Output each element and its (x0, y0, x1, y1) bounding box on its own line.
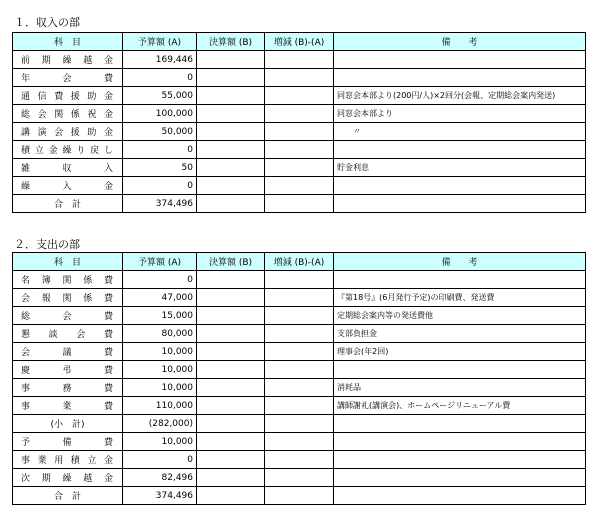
row-item-label: (小 計) (13, 415, 123, 433)
row-note: 理事会(年2回) (334, 343, 586, 361)
income-table (12, 32, 586, 213)
expense-section-title: ２．支出の部 (14, 238, 80, 251)
table-row (13, 379, 586, 397)
row-note: 消耗品 (334, 379, 586, 397)
row-budget-amount: 169,446 (123, 51, 197, 69)
row-item-label: 事 務 費 (13, 379, 123, 397)
row-diff-amount (265, 451, 334, 469)
total-actual-amount (197, 195, 265, 213)
row-note (334, 433, 586, 451)
total-diff-amount (265, 487, 334, 505)
table-row (13, 415, 586, 433)
row-item-label: 慶 弔 費 (13, 361, 123, 379)
total-row (13, 195, 586, 213)
row-actual-amount (197, 271, 265, 289)
row-diff-amount (265, 361, 334, 379)
row-note: 『第18号』(6月発行予定)の印刷費、発送費 (334, 289, 586, 307)
row-actual-amount (197, 361, 265, 379)
row-diff-amount (265, 177, 334, 195)
income-header-diff: 増減 (B)-(A) (265, 33, 334, 51)
row-actual-amount (197, 289, 265, 307)
row-diff-amount (265, 433, 334, 451)
total-budget-amount: 374,496 (123, 487, 197, 505)
row-diff-amount (265, 141, 334, 159)
row-item-label: 事業用積立金 (13, 451, 123, 469)
row-diff-amount (265, 343, 334, 361)
total-label: 合 計 (13, 195, 123, 213)
table-row (13, 159, 586, 177)
row-actual-amount (197, 451, 265, 469)
expense-header-item: 科 目 (13, 253, 123, 271)
row-note (334, 141, 586, 159)
row-note (334, 469, 586, 487)
row-budget-amount: 55,000 (123, 87, 197, 105)
row-actual-amount (197, 415, 265, 433)
table-row (13, 325, 586, 343)
row-budget-amount: 0 (123, 451, 197, 469)
income-header-actual: 決算額 (B) (197, 33, 265, 51)
row-item-label: 予 備 費 (13, 433, 123, 451)
row-budget-amount: 15,000 (123, 307, 197, 325)
row-diff-amount (265, 123, 334, 141)
row-actual-amount (197, 105, 265, 123)
row-diff-amount (265, 325, 334, 343)
table-row (13, 123, 586, 141)
row-item-label: 会報関係費 (13, 289, 123, 307)
total-actual-amount (197, 487, 265, 505)
row-item-label: 事 業 費 (13, 397, 123, 415)
row-note (334, 51, 586, 69)
row-budget-amount: 80,000 (123, 325, 197, 343)
total-budget-amount: 374,496 (123, 195, 197, 213)
table-row (13, 433, 586, 451)
row-budget-amount: 0 (123, 271, 197, 289)
row-actual-amount (197, 307, 265, 325)
total-row (13, 487, 586, 505)
row-diff-amount (265, 69, 334, 87)
row-item-label: 積立金繰り戻し (13, 141, 123, 159)
total-note (334, 195, 586, 213)
row-item-label: 講演会援助金 (13, 123, 123, 141)
total-diff-amount (265, 195, 334, 213)
row-actual-amount (197, 87, 265, 105)
row-diff-amount (265, 397, 334, 415)
row-item-label: 通信費援助金 (13, 87, 123, 105)
row-diff-amount (265, 159, 334, 177)
income-header-note: 備 考 (334, 33, 586, 51)
table-row (13, 469, 586, 487)
table-row (13, 397, 586, 415)
table-row (13, 451, 586, 469)
row-item-label: 繰 入 金 (13, 177, 123, 195)
row-note (334, 451, 586, 469)
row-note: 貯金利息 (334, 159, 586, 177)
row-diff-amount (265, 105, 334, 123)
row-budget-amount: 10,000 (123, 433, 197, 451)
row-budget-amount: 100,000 (123, 105, 197, 123)
row-item-label: 会 議 費 (13, 343, 123, 361)
total-note (334, 487, 586, 505)
row-diff-amount (265, 469, 334, 487)
row-note (334, 177, 586, 195)
expense-header-budget: 予算額 (A) (123, 253, 197, 271)
row-diff-amount (265, 307, 334, 325)
row-actual-amount (197, 469, 265, 487)
row-diff-amount (265, 379, 334, 397)
table-row (13, 289, 586, 307)
row-item-label: 総会関係祝金 (13, 105, 123, 123)
row-note (334, 69, 586, 87)
row-actual-amount (197, 343, 265, 361)
row-item-label: 懇 談 会 費 (13, 325, 123, 343)
row-budget-amount: (282,000) (123, 415, 197, 433)
expense-header-actual: 決算額 (B) (197, 253, 265, 271)
row-budget-amount: 82,496 (123, 469, 197, 487)
income-header-row (13, 33, 586, 51)
row-budget-amount: 10,000 (123, 379, 197, 397)
row-actual-amount (197, 123, 265, 141)
row-actual-amount (197, 433, 265, 451)
row-diff-amount (265, 289, 334, 307)
row-note: 講師謝礼(講演会)、ホームページリニューアル費 (334, 397, 586, 415)
row-note: 〃 (334, 123, 586, 141)
income-header-budget: 予算額 (A) (123, 33, 197, 51)
row-note (334, 271, 586, 289)
row-actual-amount (197, 141, 265, 159)
table-row (13, 105, 586, 123)
row-note (334, 415, 586, 433)
expense-table (12, 252, 586, 505)
row-budget-amount: 10,000 (123, 343, 197, 361)
row-budget-amount: 47,000 (123, 289, 197, 307)
table-row (13, 69, 586, 87)
table-row (13, 271, 586, 289)
row-diff-amount (265, 87, 334, 105)
income-section-title: １．収入の部 (14, 16, 80, 29)
table-row (13, 87, 586, 105)
row-item-label: 総 会 費 (13, 307, 123, 325)
row-budget-amount: 0 (123, 69, 197, 87)
table-row (13, 177, 586, 195)
row-diff-amount (265, 51, 334, 69)
expense-header-diff: 増減 (B)-(A) (265, 253, 334, 271)
row-diff-amount (265, 415, 334, 433)
row-actual-amount (197, 69, 265, 87)
row-actual-amount (197, 325, 265, 343)
row-note: 支部負担金 (334, 325, 586, 343)
row-budget-amount: 50 (123, 159, 197, 177)
row-item-label: 雑 収 入 (13, 159, 123, 177)
table-row (13, 343, 586, 361)
row-item-label: 年 会 費 (13, 69, 123, 87)
table-row (13, 307, 586, 325)
row-actual-amount (197, 379, 265, 397)
row-budget-amount: 0 (123, 177, 197, 195)
total-label: 合 計 (13, 487, 123, 505)
expense-header-row (13, 253, 586, 271)
row-actual-amount (197, 177, 265, 195)
row-budget-amount: 10,000 (123, 361, 197, 379)
row-budget-amount: 0 (123, 141, 197, 159)
row-note (334, 361, 586, 379)
row-note: 同窓会本部より(200円/人)×2回分(会報、定期総会案内発送) (334, 87, 586, 105)
table-row (13, 51, 586, 69)
row-note: 定期総会案内等の発送費他 (334, 307, 586, 325)
row-item-label: 次期繰越金 (13, 469, 123, 487)
row-diff-amount (265, 271, 334, 289)
table-row (13, 141, 586, 159)
row-actual-amount (197, 397, 265, 415)
row-budget-amount: 110,000 (123, 397, 197, 415)
row-actual-amount (197, 159, 265, 177)
expense-header-note: 備 考 (334, 253, 586, 271)
row-budget-amount: 50,000 (123, 123, 197, 141)
row-item-label: 前期繰越金 (13, 51, 123, 69)
row-actual-amount (197, 51, 265, 69)
table-row (13, 361, 586, 379)
income-header-item: 科 目 (13, 33, 123, 51)
row-note: 同窓会本部より (334, 105, 586, 123)
row-item-label: 名簿関係費 (13, 271, 123, 289)
